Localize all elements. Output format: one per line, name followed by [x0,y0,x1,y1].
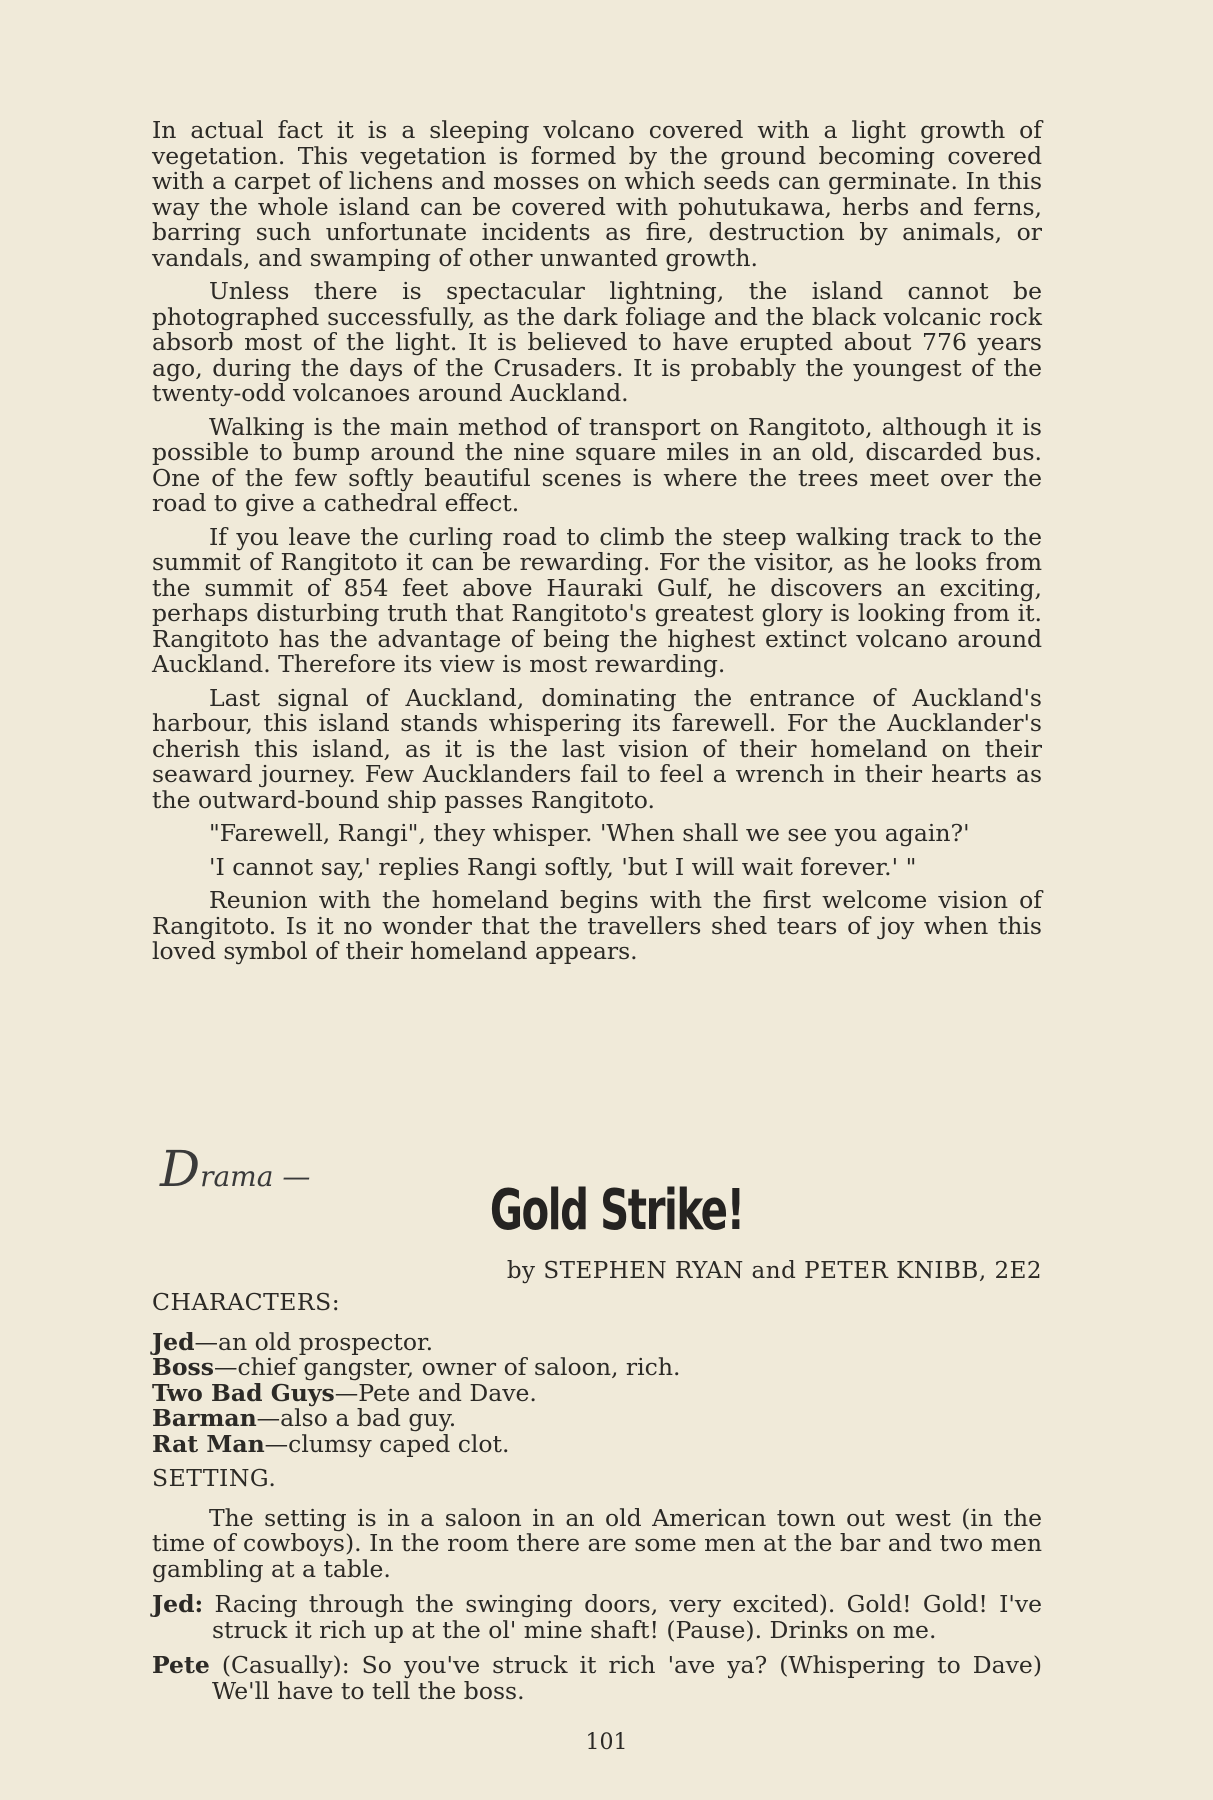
speaker-name: Pete [152,1651,210,1679]
character-item [152,1327,1042,1356]
article-paragraph: Walking is the main method of transport on Rangitoto, although it is possible to bump around the nine square miles in an old, discarded bus. One of the few softly beautiful scenes is where the trees meet over the road to give a cathedral effect. [152,412,1042,517]
character-desc: —clumsy caped clot. [264,1429,510,1458]
character-name: Boss [152,1353,214,1381]
characters-section [152,1290,1042,1457]
page-number: 101 [585,1730,628,1755]
characters-heading: CHARACTERS: [152,1288,341,1316]
character-desc: —Pete and Dave. [334,1378,537,1407]
script-line [152,1653,1042,1704]
article-paragraph: 'I cannot say,' replies Rangi softly, 'but I will wait forever.' " [209,852,917,881]
character-item [152,1378,1042,1407]
characters-list [152,1327,1042,1458]
setting-text: The setting is in a saloon in an old American town out west (in the time of cowboys). In the room there are some men at the bar and two men gambling at a table. [152,1503,1042,1583]
article-paragraph: "Farewell, Rangi", they whisper. 'When shall we see you again?' [209,819,970,847]
article-paragraph: If you leave the curling road to climb the steep walking track to the summit of Rangitoto it can be rewarding. For the visitor, as he looks from the summit of 854 feet above Hauraki Gulf, he discovers an exciting, perhaps disturbing truth that Rangitoto's greatest glory is looking from it. Rangitoto has the advantage of being the highest extinct volcano around Auckland. Therefore its view is most rewarding. [152,522,1042,678]
character-name: Two Bad Guys [152,1378,335,1407]
drama-title: Gold Strike! [489,1178,744,1243]
character-desc: —an old prospector. [194,1327,434,1356]
drama-label-dash: — [282,1160,311,1193]
character-name: Jed [152,1327,195,1356]
setting-heading: SETTING. [152,1464,277,1492]
article-paragraph: Unless there is spectacular lightning, the island cannot be photographed successfully, as the dark foliage and the black volcanic rock absorb most of the light. It is believed to have erupted about 776 years ago, during the days of the Crusaders. It is probably the youngest of the twenty-odd volcanoes around Auckland. [152,277,1042,407]
line-text: Racing through the swinging doors, very excited). Gold! Gold! I've struck it rich up at the ol' mine shaft! (Pause). Drinks on me. [203,1590,1042,1644]
character-name: Barman [152,1404,257,1432]
character-item [152,1429,1042,1458]
drama-label-rest: rama [200,1160,274,1193]
drama-label-initial: D [160,1140,201,1198]
article-paragraph: Last signal of Auckland, dominating the entrance of Auckland's harbour, this island stands whispering its farewell. For the Aucklander's cherish this island, as it is the last vision of their homeland on their seaward journey. Few Aucklanders fail to feel a wrench in their hearts as the outward-bound ship passes Rangitoto. [152,683,1042,814]
script-line [152,1592,1042,1643]
article-paragraph: In actual fact it is a sleeping volcano covered with a light growth of vegetation. This vegetation is formed by the ground becoming covered with a carpet of lichens and mosses on which seeds can germinate. In this way the whole island can be covered with pohutukawa, herbs and ferns, barring such unfortunate incidents as fire, destruction by animals, or vandals, and swamping of other unwanted growth. [152,116,1042,272]
character-name: Rat Man [152,1429,265,1458]
setting-section [152,1466,1042,1704]
character-desc: —chief gangster, owner of saloon, rich. [214,1353,681,1381]
line-text: (Casually): So you've struck it rich 'ave ya? (Whispering to Dave) We'll have to tell the boss. [209,1651,1042,1705]
character-item [152,1406,1042,1432]
article-paragraph: Reunion with the homeland begins with the first welcome vision of Rangitoto. Is it no wonder that the travellers shed tears of joy when this loved symbol of their homeland appears. [152,886,1042,965]
article-body [152,118,1042,973]
drama-byline: by STEPHEN RYAN and PETER KNIBB, 2E2 [506,1258,1042,1284]
character-desc: —also a bad guy. [256,1404,457,1432]
character-item [152,1355,1042,1381]
speaker-name: Jed: [152,1590,204,1618]
